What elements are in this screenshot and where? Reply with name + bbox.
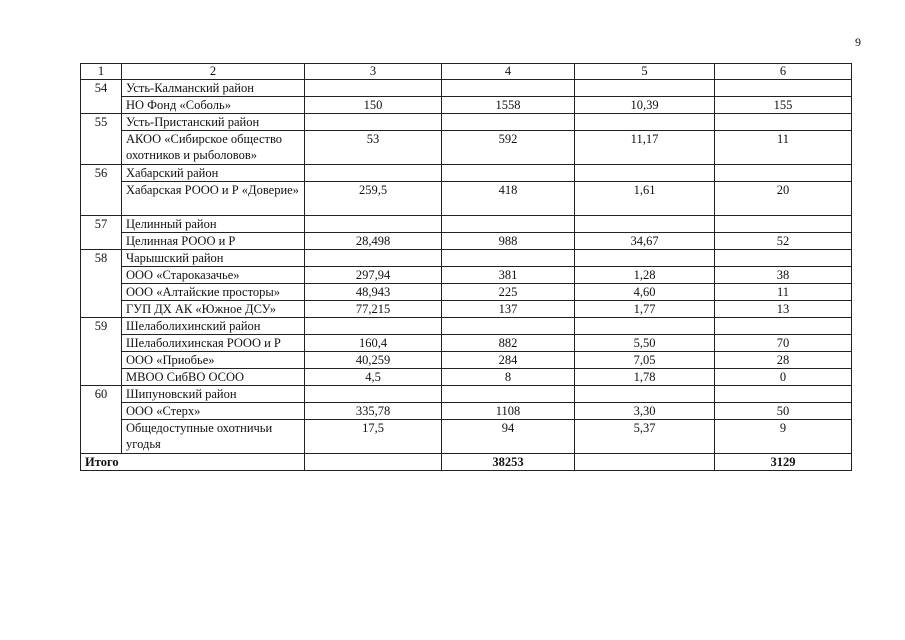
district-name: Усть-Пристанский район <box>122 114 305 131</box>
district-row <box>81 80 852 97</box>
table-row <box>81 267 852 284</box>
value-col4: 1558 <box>442 97 575 114</box>
value-col5: 7,05 <box>575 352 715 369</box>
row-number: 58 <box>81 250 122 318</box>
value-col5: 10,39 <box>575 97 715 114</box>
value-col3: 4,5 <box>305 369 442 386</box>
value-col6: 9 <box>715 420 852 454</box>
organization-name: Хабарская РООО и Р «Доверие» <box>122 182 305 216</box>
value-col4: 284 <box>442 352 575 369</box>
total-col4: 38253 <box>442 454 575 471</box>
table-row <box>81 233 852 250</box>
total-col6: 3129 <box>715 454 852 471</box>
value-col4: 137 <box>442 301 575 318</box>
table-row <box>81 182 852 216</box>
value-col6: 11 <box>715 131 852 165</box>
district-name: Хабарский район <box>122 165 305 182</box>
value-col3: 150 <box>305 97 442 114</box>
value-col3: 53 <box>305 131 442 165</box>
value-col4: 592 <box>442 131 575 165</box>
organization-name: Общедоступные охотничьи угодья <box>122 420 305 454</box>
table-row <box>81 403 852 420</box>
table-row <box>81 301 852 318</box>
district-name: Усть-Калманский район <box>122 80 305 97</box>
value-col6: 38 <box>715 267 852 284</box>
row-number: 59 <box>81 318 122 386</box>
row-number: 54 <box>81 80 122 114</box>
value-col3: 48,943 <box>305 284 442 301</box>
value-col4: 882 <box>442 335 575 352</box>
value-col5: 1,28 <box>575 267 715 284</box>
organization-name: Целинная РООО и Р <box>122 233 305 250</box>
value-col3: 160,4 <box>305 335 442 352</box>
value-col6: 28 <box>715 352 852 369</box>
value-col4: 94 <box>442 420 575 454</box>
value-col6: 13 <box>715 301 852 318</box>
row-number: 56 <box>81 165 122 216</box>
table-row <box>81 97 852 114</box>
value-col5: 1,61 <box>575 182 715 216</box>
value-col5: 4,60 <box>575 284 715 301</box>
value-col6: 155 <box>715 97 852 114</box>
value-col5: 34,67 <box>575 233 715 250</box>
value-col5: 5,37 <box>575 420 715 454</box>
total-row <box>81 454 852 471</box>
value-col5: 1,77 <box>575 301 715 318</box>
column-header: 6 <box>715 64 852 80</box>
value-col5: 11,17 <box>575 131 715 165</box>
value-col4: 225 <box>442 284 575 301</box>
district-name: Целинный район <box>122 216 305 233</box>
value-col3: 297,94 <box>305 267 442 284</box>
column-header: 4 <box>442 64 575 80</box>
value-col3: 40,259 <box>305 352 442 369</box>
value-col3: 335,78 <box>305 403 442 420</box>
value-col4: 418 <box>442 182 575 216</box>
organization-name: ООО «Приобье» <box>122 352 305 369</box>
column-header: 1 <box>81 64 122 80</box>
value-col5: 1,78 <box>575 369 715 386</box>
table-row <box>81 352 852 369</box>
organization-name: НО Фонд «Соболь» <box>122 97 305 114</box>
row-number: 60 <box>81 386 122 454</box>
value-col4: 381 <box>442 267 575 284</box>
value-col6: 20 <box>715 182 852 216</box>
value-col3: 28,498 <box>305 233 442 250</box>
total-label: Итого <box>81 454 305 471</box>
table-row <box>81 369 852 386</box>
value-col6: 0 <box>715 369 852 386</box>
value-col6: 11 <box>715 284 852 301</box>
district-row <box>81 250 852 267</box>
district-row <box>81 216 852 233</box>
column-header: 2 <box>122 64 305 80</box>
organization-name: Шелаболихинская РООО и Р <box>122 335 305 352</box>
table-header-row <box>81 64 852 80</box>
total-col3 <box>305 454 442 471</box>
table-row <box>81 335 852 352</box>
value-col3: 259,5 <box>305 182 442 216</box>
page-number: 9 <box>855 35 861 49</box>
value-col6: 70 <box>715 335 852 352</box>
value-col4: 1108 <box>442 403 575 420</box>
organization-name: МВОО СибВО ОСОО <box>122 369 305 386</box>
organization-name: АКОО «Сибирское общество охотников и рыболовов» <box>122 131 305 165</box>
column-header: 3 <box>305 64 442 80</box>
table-row <box>81 284 852 301</box>
district-name: Шипуновский район <box>122 386 305 403</box>
district-name: Чарышский район <box>122 250 305 267</box>
value-col5: 5,50 <box>575 335 715 352</box>
value-col3: 77,215 <box>305 301 442 318</box>
value-col6: 50 <box>715 403 852 420</box>
district-name: Шелаболихинский район <box>122 318 305 335</box>
table-row <box>81 420 852 454</box>
value-col5: 3,30 <box>575 403 715 420</box>
district-row <box>81 318 852 335</box>
column-header: 5 <box>575 64 715 80</box>
value-col6: 52 <box>715 233 852 250</box>
value-col4: 8 <box>442 369 575 386</box>
data-table <box>80 63 852 471</box>
organization-name: ООО «Алтайские просторы» <box>122 284 305 301</box>
row-number: 55 <box>81 114 122 165</box>
district-row <box>81 165 852 182</box>
value-col3: 17,5 <box>305 420 442 454</box>
table-row <box>81 131 852 165</box>
organization-name: ГУП ДХ АК «Южное ДСУ» <box>122 301 305 318</box>
district-row <box>81 386 852 403</box>
organization-name: ООО «Староказачье» <box>122 267 305 284</box>
row-number: 57 <box>81 216 122 250</box>
organization-name: ООО «Стерх» <box>122 403 305 420</box>
total-col5 <box>575 454 715 471</box>
district-row <box>81 114 852 131</box>
value-col4: 988 <box>442 233 575 250</box>
